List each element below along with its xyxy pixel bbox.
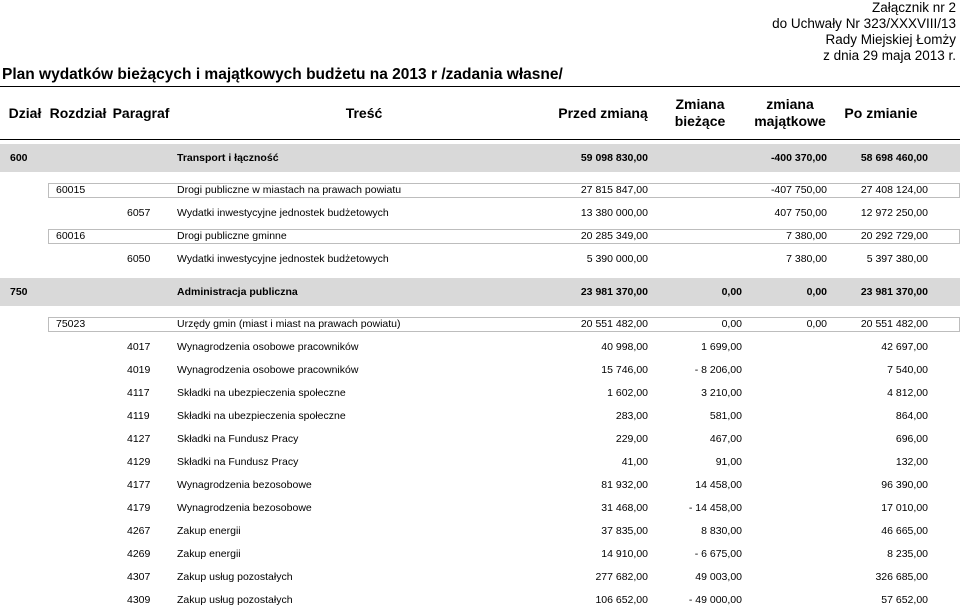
annex-header <box>772 0 956 64</box>
cell-biezace: - 14 458,00 <box>688 502 742 514</box>
cell-biezace: 581,00 <box>709 410 742 422</box>
cell-po: 58 698 460,00 <box>860 152 928 164</box>
cell-rozdzial <box>56 520 116 543</box>
cell-po: 27 408 124,00 <box>860 184 928 196</box>
cell-po: 46 665,00 <box>881 525 928 537</box>
cell-po: 132,00 <box>895 456 928 468</box>
cell-po: 23 981 370,00 <box>860 286 928 298</box>
table-body <box>0 140 960 612</box>
cell-po: 42 697,00 <box>881 341 928 353</box>
cell-paragraf: 4179 <box>127 502 151 514</box>
cell-przed: 31 468,00 <box>601 502 648 514</box>
cell-przed: 59 098 830,00 <box>580 152 648 164</box>
cell-przed: 1 602,00 <box>607 387 648 399</box>
table-row <box>0 336 960 359</box>
table-row <box>0 359 960 382</box>
cell-majatkowe: 0,00 <box>806 318 827 330</box>
cell-rozdzial <box>56 336 116 359</box>
cell-tresc: Wydatki inwestycyjne jednostek budżetowych <box>177 253 389 265</box>
cell-po: 57 652,00 <box>881 594 928 606</box>
cell-paragraf: 6057 <box>127 207 151 219</box>
cell-rozdzial <box>56 278 116 306</box>
cell-przed: 41,00 <box>621 456 648 468</box>
cell-biezace: 49 003,00 <box>695 571 742 583</box>
cell-rozdzial <box>56 543 116 566</box>
cell-przed: 27 815 847,00 <box>580 184 648 196</box>
cell-majatkowe <box>740 428 827 451</box>
cell-po: 12 972 250,00 <box>860 207 928 219</box>
cell-tresc: Wynagrodzenia osobowe pracowników <box>177 364 359 376</box>
table-row <box>0 428 960 451</box>
cell-przed: 14 910,00 <box>601 548 648 560</box>
cell-paragraf: 4127 <box>127 433 151 445</box>
cell-przed: 23 981 370,00 <box>580 286 648 298</box>
cell-paragraf: 4307 <box>127 571 151 583</box>
cell-dzial <box>10 474 50 497</box>
cell-majatkowe <box>740 474 827 497</box>
cell-przed: 40 998,00 <box>601 341 648 353</box>
table-row <box>0 313 960 336</box>
cell-dzial <box>10 382 50 405</box>
cell-dzial: 600 <box>10 152 28 164</box>
cell-rozdzial <box>56 497 116 520</box>
cell-dzial <box>10 566 50 589</box>
cell-biezace: 0,00 <box>721 286 742 298</box>
cell-tresc: Składki na ubezpieczenia społeczne <box>177 410 346 422</box>
cell-majatkowe: -407 750,00 <box>770 184 827 196</box>
cell-biezace <box>650 248 742 271</box>
table-row <box>0 225 960 248</box>
cell-biezace: 91,00 <box>715 456 742 468</box>
cell-tresc: Zakup usług pozostałych <box>177 571 293 583</box>
cell-tresc: Drogi publiczne w miastach na prawach powiatu <box>177 184 402 196</box>
cell-majatkowe <box>740 359 827 382</box>
table-header <box>0 86 960 140</box>
col-header-biezace-line1: Zmiana <box>675 96 725 112</box>
cell-dzial <box>10 179 50 202</box>
cell-majatkowe <box>740 382 827 405</box>
cell-majatkowe <box>740 566 827 589</box>
cell-biezace: 467,00 <box>709 433 742 445</box>
cell-po: 7 540,00 <box>887 364 928 376</box>
cell-przed: 229,00 <box>615 433 648 445</box>
table-row <box>0 179 960 202</box>
cell-po: 8 235,00 <box>887 548 928 560</box>
cell-tresc: Urzędy gmin (miast i miast na prawach powiatu) <box>177 318 401 330</box>
cell-majatkowe <box>740 451 827 474</box>
cell-paragraf <box>127 313 177 336</box>
cell-paragraf <box>127 144 177 172</box>
cell-paragraf: 4269 <box>127 548 151 560</box>
cell-paragraf <box>127 225 177 248</box>
table-row <box>0 497 960 520</box>
cell-po: 5 397 380,00 <box>866 253 928 265</box>
col-header-po: Po zmianie <box>844 104 918 121</box>
table-row <box>0 382 960 405</box>
cell-paragraf: 6050 <box>127 253 151 265</box>
cell-paragraf: 4267 <box>127 525 151 537</box>
cell-paragraf: 4019 <box>127 364 151 376</box>
cell-paragraf <box>127 179 177 202</box>
table-row <box>0 248 960 271</box>
table-row <box>0 451 960 474</box>
col-header-majatkowe-line2: majątkowe <box>754 113 826 129</box>
cell-dzial <box>10 202 50 225</box>
cell-tresc: Wynagrodzenia bezosobowe <box>177 502 312 514</box>
cell-biezace: 8 830,00 <box>701 525 742 537</box>
table-row <box>0 405 960 428</box>
cell-rozdzial <box>56 359 116 382</box>
cell-tresc: Zakup energii <box>177 525 241 537</box>
cell-po: 17 010,00 <box>881 502 928 514</box>
cell-po: 864,00 <box>895 410 928 422</box>
cell-majatkowe: 7 380,00 <box>786 230 827 242</box>
cell-biezace: - 6 675,00 <box>694 548 742 560</box>
cell-rozdzial <box>56 428 116 451</box>
cell-paragraf: 4117 <box>127 387 150 399</box>
cell-przed: 81 932,00 <box>601 479 648 491</box>
table-row <box>0 566 960 589</box>
cell-majatkowe <box>740 497 827 520</box>
annex-line-1: Załącznik nr 2 <box>871 0 956 15</box>
cell-tresc: Wynagrodzenia osobowe pracowników <box>177 341 359 353</box>
document-title: Plan wydatków bieżących i majątkowych budżetu na 2013 r /zadania własne/ <box>2 66 563 83</box>
cell-majatkowe: 407 750,00 <box>774 207 827 219</box>
cell-paragraf: 4177 <box>127 479 151 491</box>
cell-przed: 15 746,00 <box>601 364 648 376</box>
cell-rozdzial <box>56 248 116 271</box>
cell-dzial <box>10 405 50 428</box>
cell-tresc: Wydatki inwestycyjne jednostek budżetowych <box>177 207 389 219</box>
cell-dzial <box>10 248 50 271</box>
cell-dzial <box>10 359 50 382</box>
cell-przed: 20 551 482,00 <box>580 318 648 330</box>
cell-biezace <box>650 144 742 172</box>
cell-tresc: Składki na ubezpieczenia społeczne <box>177 387 346 399</box>
cell-dzial <box>10 428 50 451</box>
cell-tresc: Wynagrodzenia bezosobowe <box>177 479 312 491</box>
cell-tresc: Składki na Fundusz Pracy <box>177 433 299 445</box>
col-header-rozdzial: Rozdział <box>49 104 107 121</box>
cell-po: 20 292 729,00 <box>860 230 928 242</box>
cell-przed: 277 682,00 <box>595 571 648 583</box>
cell-dzial <box>10 451 50 474</box>
cell-przed: 13 380 000,00 <box>580 207 648 219</box>
cell-paragraf <box>127 278 177 306</box>
annex-line-2: do Uchwały Nr 323/XXXVIII/13 <box>772 16 956 31</box>
table-row <box>0 543 960 566</box>
cell-rozdzial: 75023 <box>56 318 86 330</box>
cell-majatkowe <box>740 405 827 428</box>
cell-tresc: Zakup energii <box>177 548 241 560</box>
cell-przed: 5 390 000,00 <box>586 253 648 265</box>
cell-przed: 37 835,00 <box>601 525 648 537</box>
cell-majatkowe: 0,00 <box>806 286 827 298</box>
col-header-majatkowe <box>746 87 834 139</box>
cell-rozdzial <box>56 451 116 474</box>
cell-paragraf: 4129 <box>127 456 151 468</box>
cell-rozdzial <box>56 382 116 405</box>
cell-przed: 106 652,00 <box>595 594 648 606</box>
cell-biezace: 3 210,00 <box>701 387 742 399</box>
cell-biezace: 0,00 <box>721 318 742 330</box>
cell-tresc: Zakup usług pozostałych <box>177 594 293 606</box>
cell-biezace: - 49 000,00 <box>688 594 742 606</box>
cell-majatkowe: -400 370,00 <box>770 152 827 164</box>
annex-line-3: Rady Miejskiej Łomży <box>825 32 956 47</box>
cell-tresc: Administracja publiczna <box>177 286 298 298</box>
cell-po: 326 685,00 <box>875 571 928 583</box>
cell-dzial <box>10 336 50 359</box>
cell-rozdzial <box>56 474 116 497</box>
cell-po: 96 390,00 <box>881 479 928 491</box>
cell-przed: 20 285 349,00 <box>580 230 648 242</box>
cell-rozdzial: 60015 <box>56 184 86 196</box>
cell-majatkowe <box>740 543 827 566</box>
cell-majatkowe <box>740 520 827 543</box>
cell-biezace: 1 699,00 <box>701 341 742 353</box>
table-row <box>0 278 960 306</box>
cell-paragraf: 4309 <box>127 594 151 606</box>
cell-dzial <box>10 497 50 520</box>
cell-tresc: Transport i łączność <box>177 152 279 164</box>
table-row <box>0 520 960 543</box>
cell-dzial <box>10 225 50 248</box>
col-header-majatkowe-line1: zmiana <box>766 96 814 112</box>
cell-tresc: Składki na Fundusz Pracy <box>177 456 299 468</box>
cell-rozdzial <box>56 202 116 225</box>
cell-paragraf: 4119 <box>127 410 150 422</box>
cell-rozdzial <box>56 566 116 589</box>
cell-rozdzial: 60016 <box>56 230 86 242</box>
col-header-przed: Przed zmianą <box>558 104 648 121</box>
cell-rozdzial <box>56 144 116 172</box>
cell-po: 4 812,00 <box>887 387 928 399</box>
table-row <box>0 474 960 497</box>
cell-biezace <box>650 225 742 248</box>
cell-dzial: 750 <box>10 286 28 298</box>
cell-majatkowe: 7 380,00 <box>786 253 827 265</box>
annex-line-4: z dnia 29 maja 2013 r. <box>823 48 956 63</box>
table-row <box>0 202 960 225</box>
cell-dzial <box>10 520 50 543</box>
cell-dzial <box>10 543 50 566</box>
cell-tresc: Drogi publiczne gminne <box>177 230 287 242</box>
cell-biezace: - 8 206,00 <box>694 364 742 376</box>
cell-po: 20 551 482,00 <box>860 318 928 330</box>
cell-biezace <box>650 179 742 202</box>
col-header-paragraf: Paragraf <box>112 104 170 121</box>
col-header-dzial: Dział <box>8 104 42 121</box>
cell-paragraf: 4017 <box>127 341 151 353</box>
cell-po: 696,00 <box>895 433 928 445</box>
cell-dzial <box>10 313 50 336</box>
cell-przed: 283,00 <box>615 410 648 422</box>
cell-rozdzial <box>56 405 116 428</box>
cell-biezace <box>650 202 742 225</box>
cell-majatkowe <box>740 336 827 359</box>
cell-biezace: 14 458,00 <box>695 479 742 491</box>
table-row <box>0 144 960 172</box>
col-header-biezace <box>658 87 742 139</box>
col-header-biezace-line2: bieżące <box>674 113 726 129</box>
col-header-tresc: Treść <box>345 104 383 121</box>
